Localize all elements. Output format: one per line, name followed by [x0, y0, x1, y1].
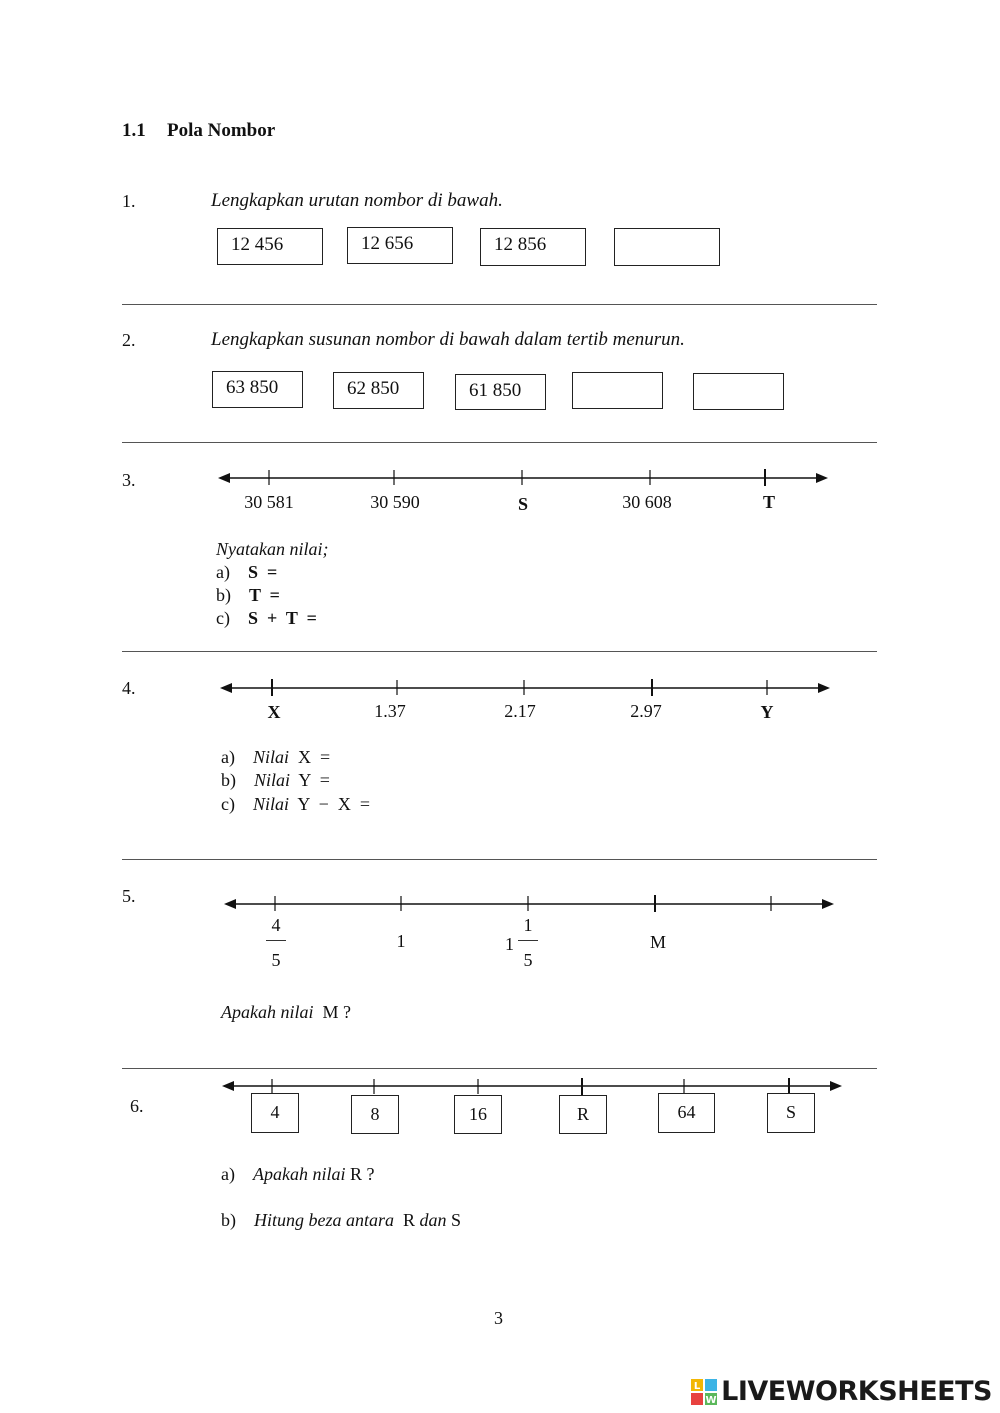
- q4-label-2: 1.37: [374, 701, 406, 721]
- page-number: 3: [494, 1308, 503, 1328]
- q3-label-s: S: [517, 494, 529, 514]
- q4-item-b: [221, 770, 330, 791]
- question-1-number: 1.: [122, 191, 136, 211]
- q6-box-1: 4: [251, 1093, 299, 1133]
- q4-label-4: 2.97: [630, 701, 662, 721]
- q1-box-2: 12 656: [347, 227, 453, 264]
- q6-box-3: 16: [454, 1095, 502, 1134]
- q4-item-c-expr: Y − X =: [297, 794, 370, 814]
- fraction-bar: [266, 940, 286, 941]
- liveworksheets-logo[interactable]: [691, 1376, 992, 1407]
- q6-item-b-letter: b): [221, 1210, 236, 1230]
- section-title: Pola Nombor: [167, 120, 276, 141]
- q6-box-r: R: [559, 1095, 607, 1134]
- divider: [122, 859, 877, 860]
- q5-mixed-numerator: 1: [523, 915, 533, 935]
- q4-item-b-expr: Y =: [298, 770, 330, 790]
- liveworksheets-wordmark: LIVEWORKSHEETS: [721, 1376, 992, 1407]
- q6-item-a: [221, 1164, 374, 1185]
- q4-label-3: 2.17: [504, 701, 536, 721]
- q2-box-3: 61 850: [455, 374, 546, 410]
- q3-item-c-letter: c): [216, 608, 230, 628]
- divider: [122, 304, 877, 305]
- q1-box-3: 12 856: [480, 228, 586, 266]
- q1-answer-box[interactable]: [614, 228, 720, 266]
- q3-label-4: 30 608: [622, 492, 672, 512]
- q4-item-a-expr: X =: [298, 747, 331, 767]
- q6-item-b-word: dan: [419, 1210, 447, 1230]
- number-line-q5: [224, 894, 836, 914]
- q3-item-a-expr: S =: [247, 562, 278, 582]
- q3-label-2: 30 590: [370, 492, 420, 512]
- q5-label-one: 1: [396, 931, 406, 951]
- q2-answer-box-2[interactable]: [693, 373, 784, 410]
- q6-item-a-text: Apakah nilai: [252, 1164, 346, 1184]
- logo-letter: W: [705, 1394, 717, 1405]
- q4-item-c: [221, 794, 370, 815]
- number-line-q6: [222, 1076, 844, 1098]
- q6-box-2: 8: [351, 1095, 399, 1134]
- q5-mixed-fraction: [518, 914, 538, 971]
- q3-item-a-letter: a): [216, 562, 230, 582]
- q3-item-c: [216, 608, 317, 629]
- q4-item-b-word: Nilai: [254, 770, 291, 790]
- q1-box-1: 12 456: [217, 228, 323, 265]
- q3-item-b-expr: T =: [249, 585, 280, 605]
- question-1-instruction: Lengkapkan urutan nombor di bawah.: [211, 190, 503, 211]
- divider: [122, 1068, 877, 1069]
- divider: [122, 651, 877, 652]
- q2-box-2: 62 850: [333, 372, 424, 409]
- q5-question: [221, 1002, 351, 1023]
- liveworksheets-logo-icon: [691, 1379, 717, 1405]
- q4-item-c-letter: c): [221, 794, 235, 814]
- fraction-bar: [518, 940, 538, 941]
- section-number: 1.1: [122, 120, 146, 141]
- q3-label-t: T: [762, 492, 776, 512]
- question-4-number: 4.: [122, 678, 136, 698]
- q3-item-b-letter: b): [216, 585, 231, 605]
- q5-question-var: M ?: [322, 1002, 351, 1022]
- q3-item-b: [216, 585, 280, 606]
- q3-item-c-expr: S + T =: [247, 608, 317, 628]
- question-6-number: 6.: [130, 1096, 144, 1116]
- q6-item-a-var: R ?: [349, 1164, 375, 1184]
- q3-prompt: Nyatakan nilai;: [216, 539, 329, 559]
- number-line-q3: [218, 468, 830, 488]
- question-3-number: 3.: [122, 470, 136, 490]
- q4-item-c-word: Nilai: [252, 794, 289, 814]
- q6-box-s: S: [767, 1093, 815, 1133]
- q4-item-a: [221, 747, 330, 768]
- logo-letter: L: [693, 1380, 701, 1392]
- q5-mixed-whole: 1: [505, 934, 514, 954]
- divider: [122, 442, 877, 443]
- q6-item-b-var1: R: [403, 1210, 416, 1230]
- q4-label-y: Y: [760, 702, 774, 722]
- q6-box-5: 64: [658, 1093, 715, 1133]
- number-line-q4: [220, 678, 832, 698]
- q4-item-a-letter: a): [221, 747, 235, 767]
- q4-label-x: X: [267, 702, 281, 722]
- q6-item-a-letter: a): [221, 1164, 235, 1184]
- q6-item-b-text: Hitung beza antara: [254, 1210, 395, 1230]
- q5-fraction-numerator: 4: [271, 915, 281, 935]
- q5-label-m: M: [649, 932, 667, 952]
- q5-fraction-four-fifths: [266, 914, 286, 971]
- q5-question-text: Apakah nilai: [221, 1002, 314, 1022]
- question-2-instruction: Lengkapkan susunan nombor di bawah dalam tertib menurun.: [211, 329, 685, 350]
- question-5-number: 5.: [122, 886, 136, 906]
- question-2-number: 2.: [122, 330, 136, 350]
- q2-box-1: 63 850: [212, 371, 303, 408]
- q3-label-1: 30 581: [244, 492, 294, 512]
- q4-item-a-word: Nilai: [252, 747, 289, 767]
- q4-item-b-letter: b): [221, 770, 236, 790]
- q6-item-b: [221, 1210, 461, 1231]
- q2-answer-box-1[interactable]: [572, 372, 663, 409]
- q6-item-b-var2: S: [451, 1210, 462, 1230]
- q5-mixed-denominator: 5: [523, 950, 533, 970]
- q5-fraction-denominator: 5: [271, 950, 281, 970]
- q3-item-a: [216, 562, 277, 583]
